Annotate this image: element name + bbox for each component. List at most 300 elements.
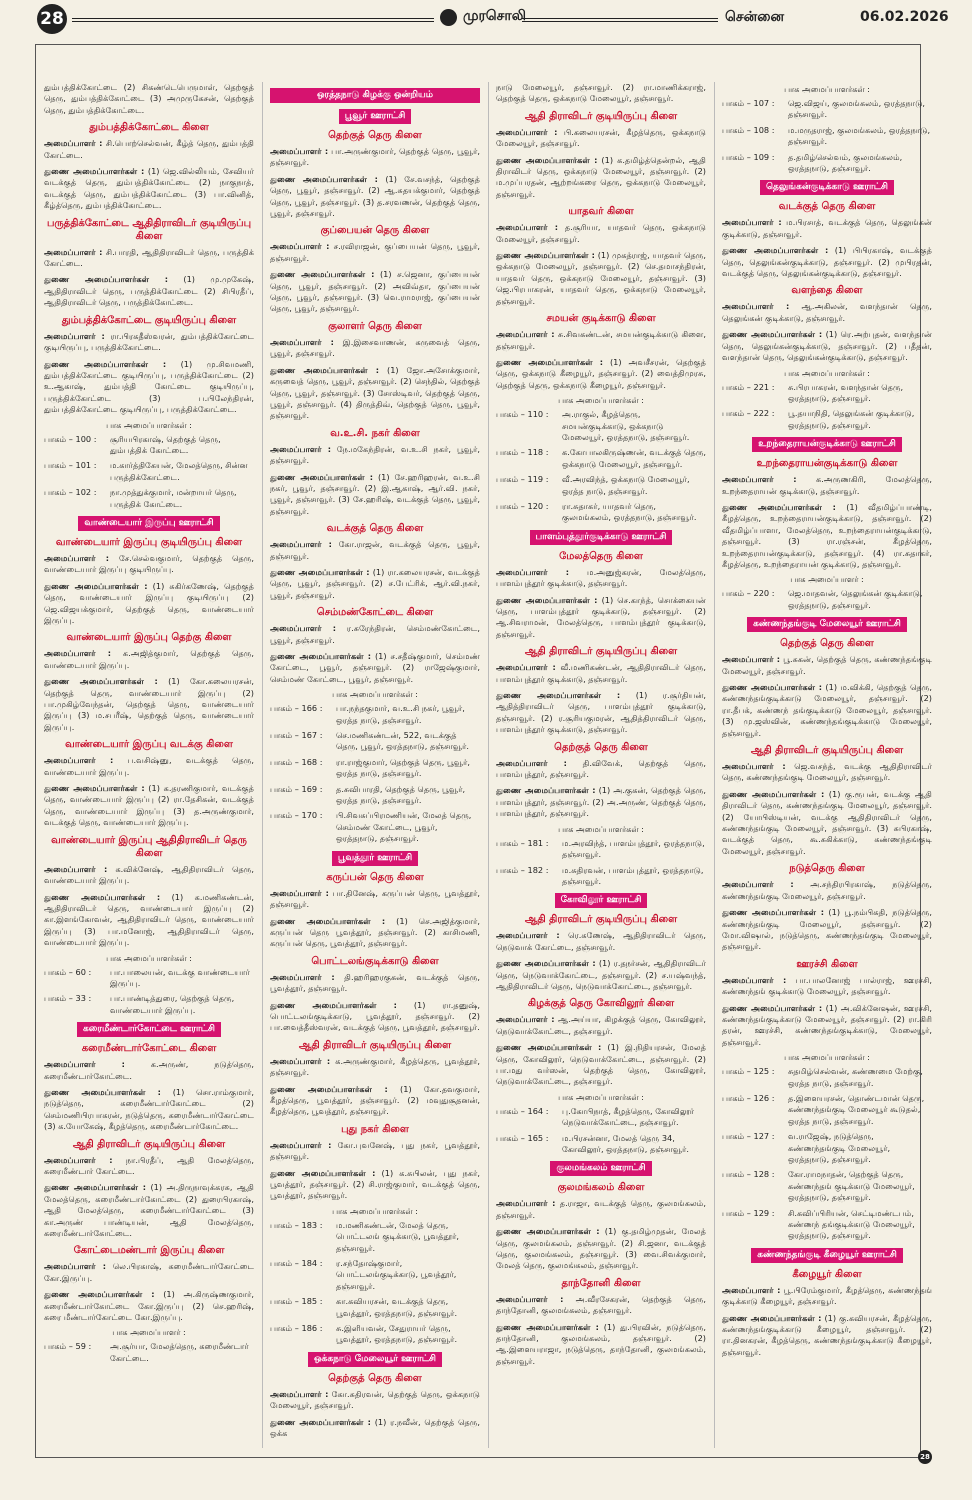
entry-text: லெ.பிரகாஷ், கரைமீண்டார்கோட்டை கோ.இருப்பு. bbox=[44, 1261, 254, 1283]
entry-text: (1) சுகிர்கணேஷ், தெற்குத் தெரு, வாண்டையார் இருப்பு குடியிருப்பு (2) ஜெ.விஜயக்குமார், தெற்குத் தெரு, வாண்டையார் இருப்பு. bbox=[44, 580, 254, 625]
part-number: பாகம் – 119 : bbox=[496, 474, 549, 485]
part-number: பாகம் – 33 : bbox=[44, 993, 92, 1004]
role-label: அமைப்பாளர் : bbox=[44, 138, 103, 149]
section-banner: பூவத்தூர் ஊராட்சி bbox=[332, 851, 418, 866]
entry-text: ம.பிரசாத், வடக்குத் தெரு, தெலுங்கன் குடிக்காடு, தஞ்சாவூர். bbox=[722, 217, 932, 239]
entry-text: சே.செல்வகுமார், தெற்குத் தெரு, வாண்டையார் இருப்பு குடியிருப்பு. bbox=[44, 552, 254, 575]
entry-text: ரா.பிரகதீஸ்வரன், தும்பத்திக்கோட்டை குடியிருப்பு, பருத்திக்கோட்டை. bbox=[44, 330, 254, 353]
part-organizer-details: த.தமிழ்செல்வம், குலமங்கலம், ஒரத்தநாடு, தஞ்சாவூர். bbox=[788, 151, 903, 174]
column-2 bbox=[270, 82, 480, 1448]
role-label: அமைப்பாளர் : bbox=[44, 1059, 125, 1070]
branch-heading: குப்பையன் தெரு கிளை bbox=[320, 225, 430, 237]
branch-heading: தெற்குத் தெரு கிளை bbox=[780, 638, 874, 650]
role-label: துணை அமைப்பாளர்கள் : bbox=[270, 1167, 376, 1178]
role-label: அமைப்பாளர் : bbox=[496, 126, 558, 137]
branch-heading: ஆதி திராவிடர் குடியிருப்பு கிளை bbox=[524, 110, 678, 122]
part-organizer-details: கா.கவியரசன், வடக்குத் தெரு, பூவத்தூர், ஒரத்தநாடு, தஞ்சாவூர். bbox=[336, 1296, 458, 1318]
branch-heading: வாண்டையார் இருப்பு ஆதிதிராவிடர் தெரு கிளை bbox=[51, 834, 247, 859]
entry-paragraph bbox=[496, 1294, 706, 1317]
entry-paragraph bbox=[44, 892, 254, 949]
part-organizer-details: அ.சூர்யா, மேலத்தெரு, கரைமீண்டார் கோட்டை. bbox=[110, 1341, 249, 1363]
part-organizer-row bbox=[496, 838, 706, 861]
role-label: அமைப்பாளர் : bbox=[496, 662, 556, 673]
brand bbox=[440, 8, 526, 26]
part-number: பாகம் – 108 : bbox=[722, 124, 775, 135]
entry-paragraph bbox=[722, 1313, 932, 1359]
entry-text: பா.தினேஷ், கருப்பன் தெரு, பூவத்தூர், தஞ்சாவூர். bbox=[270, 887, 480, 910]
entry-text: நா.பிரதீப், ஆதி மேலத்தெரு, கரைமீண்டார் கோட்டை. bbox=[44, 1154, 254, 1176]
entry-paragraph bbox=[496, 1322, 706, 1368]
entry-text: பூ.பிரேம்குமார், கீழத்தெரு, கண்ணந்தங் குடிக்காடு கீழையூர், தஞ்சாவூர். bbox=[722, 1284, 932, 1307]
branch-heading: தும்பத்திக்கோட்டை குடியிருப்பு கிளை bbox=[61, 314, 237, 326]
branch-heading: கிழக்குத் தெரு கோவிலூர் கிளை bbox=[527, 998, 675, 1010]
part-organizers-heading: பாக அமைப்பாளர்கள் : bbox=[784, 368, 870, 378]
branch-heading: நடுத்தெரு கிளை bbox=[789, 863, 865, 875]
role-label: அமைப்பாளர் : bbox=[722, 474, 797, 485]
entry-text: (1) அ.கிருஷ்ணகுமார், கரைமீண்டார்கோட்டை கோ.இருப்பு (2) செ.ஹரிஷ், கரை மீண்டார்கோட்டை கோ.இருப்பு. bbox=[44, 1289, 254, 1323]
part-organizer-details: கோ.ராமநாதன், தெற்குத் தெரு, கண்ணந்தங் குடிக்காடு மேலையூர், ஒரத்தநாடு, தஞ்சாவூர். bbox=[788, 1169, 915, 1203]
entry-paragraph bbox=[722, 502, 932, 570]
role-label: அமைப்பாளர் : bbox=[496, 930, 560, 941]
entry-paragraph bbox=[44, 1182, 254, 1239]
part-organizer-row bbox=[722, 98, 932, 121]
entry-paragraph bbox=[270, 1056, 480, 1079]
section-banner: கண்ணந்தங்குடி மேலையூர் ஊராட்சி bbox=[747, 617, 907, 632]
section-banner: ஒக்கநாடு மேலையூர் ஊராட்சி bbox=[308, 1352, 442, 1367]
branch-heading: வடக்குத் தெரு கிளை bbox=[778, 201, 876, 213]
section-banner: கோவிலூர் ஊராட்சி bbox=[555, 893, 648, 908]
entry-text: ர.சுரேந்திரன், செம்மண்கோட்டை, பூவூர், தஞ்சாவூர். bbox=[270, 623, 480, 645]
part-number: பாகம் – 220 : bbox=[722, 588, 775, 599]
part-organizer-row bbox=[496, 447, 706, 470]
role-label: துணை அமைப்பாளர்கள் : bbox=[496, 356, 604, 367]
entry-text: தும்பத்திக்கோட்டை (2) சிகண்டெபெருமாள், தெற்குத் தெரு, தும்பத்திக்கோட்டை (3) அமுருகேசன், தெற்குத் தெரு, தும்பத்திக்கோட்டை. bbox=[44, 82, 254, 115]
part-organizer-details: செ.மணிகண்டன், 522, வடக்குத் தெரு, பூவூர், ஒரத்தநாடு, தஞ்சாவூர். bbox=[336, 730, 469, 752]
entry-paragraph bbox=[44, 247, 254, 270]
part-organizer-row bbox=[270, 1258, 480, 1292]
branch-heading: யாதவர் கிளை bbox=[568, 206, 634, 218]
entry-paragraph bbox=[270, 174, 480, 220]
part-organizers-heading: பாக அமைப்பாளர்கள் : bbox=[558, 396, 644, 406]
part-organizers-heading: பாக அமைப்பாளர்கள் : bbox=[106, 953, 192, 963]
role-label: அமைப்பாளர் : bbox=[722, 301, 790, 312]
role-label: துணை அமைப்பாளர்கள் : bbox=[496, 1321, 599, 1332]
entry-text: (1) அ.குகன், தெற்குத் தெரு, பாளம்புத்தூர், தஞ்சாவூர். (2) அ.அருண், தெற்குத் தெரு, பாளம்புத்தூர், தஞ்சாவூர். bbox=[496, 785, 706, 819]
part-number: பாகம் – 129 : bbox=[722, 1207, 775, 1218]
column-4 bbox=[722, 82, 932, 1448]
entry-paragraph bbox=[270, 269, 480, 315]
part-organizer-row bbox=[722, 1169, 932, 1203]
part-number: பாகம் – 165 : bbox=[496, 1132, 549, 1143]
role-label: அமைப்பாளர் : bbox=[496, 329, 555, 340]
entry-text: (1) ர.நவீன், தெற்குத் தெரு, ஒக்க bbox=[270, 1416, 480, 1439]
role-label: அமைப்பாளர் : bbox=[270, 1055, 331, 1066]
column-divider bbox=[262, 82, 263, 1448]
role-label: அமைப்பாளர் : bbox=[722, 879, 794, 890]
role-label: அமைப்பாளர் : bbox=[44, 330, 105, 341]
entry-paragraph bbox=[722, 1003, 932, 1049]
entry-paragraph bbox=[496, 250, 706, 307]
entry-paragraph bbox=[722, 907, 932, 953]
entry-paragraph bbox=[722, 879, 932, 902]
entry-paragraph bbox=[270, 972, 480, 995]
masthead-rule-right bbox=[522, 18, 718, 22]
entry-text: ஆ.அய்யா, கிழக்குத் தெரு, கோவிலூர், நெடுவாக்கோட்டை, தஞ்சாவூர். bbox=[496, 1014, 706, 1036]
part-number: பாகம் – 120 : bbox=[496, 500, 549, 511]
branch-heading: கரைமீண்டார்கோட்டை கிளை bbox=[81, 1043, 217, 1055]
elephant-logo-icon bbox=[440, 9, 457, 26]
part-number: பாகம் – 107 : bbox=[722, 98, 775, 108]
entry-paragraph bbox=[722, 654, 932, 677]
entry-paragraph bbox=[44, 166, 254, 212]
entry-text: (1) சொ.ராம்குமார், நடுத்தெரு, கரைமீண்டார்கோட்டை (2) செம்மணிபிரபாகரன், நடுத்தெரு, கரைமீண்டார்கோட்டை (3) க.யோகேஷ், கீழத்தெரு, கரைமீண்டார்கோட்டை. bbox=[44, 1086, 254, 1132]
part-organizer-details: நா.முத்துக்குமார், மன்றாயர் தெரு, பருத்திக் கோட்டை. bbox=[110, 487, 237, 509]
part-organizer-details: பா.நந்தகுமார், வ.உ.சி நகர், பூவூர், ஒரத்த நாடு, தஞ்சாவூர். bbox=[336, 703, 465, 725]
entry-paragraph bbox=[496, 1042, 706, 1088]
entry-text: (1) சே.ஹரிஹரன், வ.உ.சி நகர், பூவூர், தஞ்சாவூர். (2) இ.ஆகாஷ், ஆர்.வி. நகர், பூவூர், தஞ்சாவூர். (3) சே.ஹரிஷ், வடக்குத் தெரு, பூவூர், தஞ்சாவூர். bbox=[270, 471, 480, 516]
part-organizer-row bbox=[496, 501, 706, 524]
part-organizers-heading: பாக அமைப்பாளர்கள் : bbox=[784, 85, 870, 94]
entry-text: க.விக்னேஷ், ஆதிதிராவிடர் தெரு, வாண்டையார் இருப்பு. bbox=[44, 863, 254, 886]
entry-text: (1) ம.விக்கி, தெற்குத் தெரு, கண்ணந்தங்குடிக்காடு மேலையூர், தஞ்சாவூர். (2) ரா.தீபக், கண்ணந் தங்குடிக்காடு மேலையூர், தஞ்சாவூர். (3) மு.ஜஸ்வின், கண்ணந்தங்குடிக்காடு மேலையூர், தஞ்சாவூர். bbox=[722, 682, 932, 738]
entry-paragraph bbox=[270, 539, 480, 562]
part-organizer-row bbox=[722, 152, 932, 175]
part-number: பாகம் – 170 : bbox=[270, 810, 323, 821]
part-organizer-details: அ.ராகுல், கீழத்தெரு, சமயன்குடிக்காடு, ஒக்கநாடு மேலையூர், ஒரத்தநாடு, தஞ்சாவூர். bbox=[562, 409, 690, 442]
branch-heading: ஆதி திராவிடர் குடியிருப்பு கிளை bbox=[750, 745, 904, 757]
entry-text: (1) க.மணிகண்டன், ஆதிதிராவிடர் தெரு, வாண்டையார் இருப்பு (2) கா.இளங்கோவன், ஆதிதிராவிடர் தெரு, வாண்டையார் இருப்பு (3) பா.மனோஜ், ஆதிதிராவிடர் தெரு, வாண்டையார் இருப்பு. bbox=[44, 891, 254, 948]
entry-paragraph bbox=[496, 329, 706, 352]
column-3 bbox=[496, 82, 706, 1448]
entry-text: ம.அனுஜ்கரன், மேலத்தெரு, பாளம்புத்தூர் குடிக்காடு, தஞ்சாவூர். bbox=[496, 566, 706, 589]
part-organizer-row bbox=[44, 487, 254, 510]
masthead bbox=[0, 0, 972, 36]
branch-heading: தெற்குத் தெரு கிளை bbox=[554, 741, 648, 753]
entry-paragraph bbox=[270, 1084, 480, 1118]
entry-text: க.அஜித்குமார், தெற்குத் தெரு, வாண்டையார் இருப்பு. bbox=[44, 648, 254, 670]
part-number: பாகம் – 127 : bbox=[722, 1131, 775, 1142]
branch-heading: செம்மண்கோட்டை கிளை bbox=[316, 607, 434, 619]
branch-heading: ஊரச்சி கிளை bbox=[796, 958, 858, 970]
entry-text: (1) க.சுபிலன், புது நகர், பூவத்தூர், தஞ்சாவூர். (2) சி.ராஜ்குமார், வடக்குத் தெரு, பூவத்தூர், தஞ்சாவூர். bbox=[270, 1167, 480, 1201]
part-organizers-heading: பாக அமைப்பாளர்கள் : bbox=[332, 1206, 418, 1216]
role-label: துணை அமைப்பாளர்கள் : bbox=[496, 1226, 600, 1237]
entry-paragraph bbox=[44, 274, 254, 308]
entry-paragraph bbox=[44, 648, 254, 671]
role-label: துணை அமைப்பாளர்கள் : bbox=[44, 358, 167, 369]
entry-paragraph bbox=[496, 930, 706, 953]
entry-text: பி.கலையரசன், கீழத்தெரு, ஒக்கநாடு மேலையூர், தஞ்சாவூர். bbox=[496, 126, 706, 149]
part-number: பாகம் – 128 : bbox=[722, 1169, 775, 1180]
entry-paragraph bbox=[496, 595, 706, 641]
entry-text: (1) ர.தநர்சன், ஆதிதிராவிடர் தெரு, நெடுவாக்கோட்டை, தஞ்சாவூர். (2) ச.யஷ்வந்த், ஆதிதிராவிடர் தெரு, நெடுவாக்கோட்டை, தஞ்சாவூர். bbox=[496, 958, 706, 991]
role-label: துணை அமைப்பாளர்கள் : bbox=[496, 154, 598, 165]
part-organizer-row bbox=[270, 730, 480, 753]
branch-heading: சமயன் குடிக்காடு கிளை bbox=[546, 313, 656, 325]
part-organizer-row bbox=[44, 993, 254, 1016]
entry-text: (1) ர.சூர்தியன், ஆதித்திராவிடர் தெரு, பாளம்புத்தூர் குடிக்காடு, தஞ்சாவூர். (2) ர.சூரியகுமரன், ஆதித்திராவிடர் தெரு, பாளம்புத்தூர் குடிக்காடு, தஞ்சாவூர். bbox=[496, 690, 706, 735]
entry-paragraph bbox=[270, 146, 480, 169]
entry-paragraph bbox=[496, 785, 706, 819]
entry-paragraph bbox=[44, 864, 254, 887]
part-number: பாகம் – 184 : bbox=[270, 1258, 323, 1269]
entry-paragraph bbox=[722, 975, 932, 998]
branch-heading: தெற்குத் தெரு கிளை bbox=[328, 130, 422, 141]
part-organizer-row bbox=[722, 1208, 932, 1242]
part-organizer-details: த.சுவிபாரதி, தெற்குத் தெரு, பூவூர், ஒரத்த நாடு, தஞ்சாவூர். bbox=[336, 783, 466, 806]
part-organizers-heading: பாக அமைப்பாளர் : bbox=[112, 1328, 186, 1338]
entry-paragraph bbox=[496, 690, 706, 736]
role-label: துணை அமைப்பாளர்கள் : bbox=[496, 690, 621, 701]
entry-text: (1) க.தமிழ்த்தென்றல், ஆதி திராவிடர் தெரு, ஒக்கநாடு மேலையூர், தஞ்சாவூர். (2) ம.முப்பரதன், ஆற்றங்கரை தெரு, ஒக்கநாடு மேலையூர், தஞ்சாவூர். bbox=[496, 154, 706, 199]
column-1 bbox=[44, 82, 254, 1448]
entry-paragraph bbox=[44, 1155, 254, 1178]
entry-paragraph bbox=[722, 789, 932, 857]
entry-paragraph bbox=[270, 472, 480, 518]
branch-heading: ஆதி திராவிடர் குடியிருப்பு கிளை bbox=[524, 914, 678, 926]
role-label: துணை அமைப்பாளர்கள் : bbox=[44, 891, 161, 902]
entry-text: சி.பாரதி, ஆதிதிராவிடர் தெரு, பருத்திக் கோட்டை. bbox=[44, 246, 254, 269]
role-label: அமைப்பாளர் : bbox=[722, 654, 781, 665]
role-label: துணை அமைப்பாளர்கள் : bbox=[270, 651, 372, 661]
entry-paragraph bbox=[44, 359, 254, 416]
role-label: அமைப்பாளர் : bbox=[44, 1261, 106, 1272]
entry-text: ச.ரவிராஜன், குப்பையன் தெரு, பூவூர், தஞ்சாவூர். bbox=[270, 241, 480, 263]
branch-heading: புது நகர் கிளை bbox=[341, 1123, 409, 1135]
role-label: அமைப்பாளர் : bbox=[496, 222, 558, 233]
entry-paragraph bbox=[722, 329, 932, 363]
role-label: துணை அமைப்பாளர்கள் : bbox=[496, 1042, 602, 1053]
entry-text: அ.சந்திரபிரகாஷ், நடுத்தெரு, கண்ணந்தங்குடி மேலையூர், தஞ்சாவூர். bbox=[722, 879, 932, 901]
entry-text: சு.சிவகண்டன், சமயன்குடிக்காடு கிளை, தஞ்சாவூர். bbox=[496, 329, 706, 351]
part-number: பாகம் – 182 : bbox=[496, 864, 549, 875]
part-number: பாகம் – 125 : bbox=[722, 1066, 775, 1077]
role-label: அமைப்பாளர் : bbox=[270, 971, 335, 982]
part-organizer-details: பு.கோபிநாத், கீழத்தெரு, கோவிலூர் நெடுவாக்கோட்டை, தஞ்சாவூர். bbox=[562, 1105, 695, 1128]
role-label: துணை அமைப்பாளர்கள் : bbox=[44, 580, 148, 591]
entry-text: (1) செ.காந்த், சொக்கையன் தெரு, பாளம்புத்தூர் குடிக்காடு, தஞ்சாவூர். (2) ஆ.சிவராமன், மேலத்தெரு, பாளம்புத்தூர் குடிக்காடு, தஞ்சாவூர். bbox=[496, 594, 706, 639]
part-number: பாகம் – 109 : bbox=[722, 151, 775, 162]
edition-name: சென்னை bbox=[725, 9, 785, 25]
branch-heading: ஆதி திராவிடர் குடியிருப்பு கிளை bbox=[72, 1138, 226, 1150]
part-organizer-details: ஜெ.மாதவன், தெலுங்கன் குடிக்காடு, ஒரத்தநாடு, தஞ்சாவூர். bbox=[788, 588, 923, 610]
role-label: துணை அமைப்பாளர்கள் : bbox=[496, 958, 596, 969]
masthead-rule-left bbox=[72, 18, 434, 22]
entry-paragraph bbox=[722, 217, 932, 240]
entry-paragraph bbox=[270, 1389, 480, 1412]
part-number: பாகம் – 164 : bbox=[496, 1105, 549, 1116]
part-number: பாகம் – 169 : bbox=[270, 783, 323, 794]
entry-paragraph bbox=[270, 888, 480, 911]
role-label: துணை அமைப்பாளர்கள் : bbox=[722, 245, 829, 256]
entry-paragraph bbox=[496, 1198, 706, 1221]
part-organizer-details: ம.அரவிந்த், பாளம்புத்தூர், ஒரத்தநாடு, தஞ்சாவூர். bbox=[562, 837, 705, 860]
entry-text: (1) சே.வசந்த், தெற்குத் தெரு, பூவூர், தஞ்சாவூர். (2) ஆ.சுதயக்குமார், தெற்குத் தெரு, பூவூர், தஞ்சாவூர். (3) த.சரவணன், தெற்குத் தெரு, பூவூர், தஞ்சாவூர். bbox=[270, 173, 480, 219]
part-organizers-heading: பாக அமைப்பாளர் : bbox=[790, 575, 864, 585]
part-number: பாகம் – 186 : bbox=[270, 1323, 323, 1334]
role-label: அமைப்பாளர் : bbox=[270, 336, 334, 347]
entry-text: (1) அ.விக்னேஷன், ஊரச்சி, கண்ணந்தங்குடிக்காடு மேலையூர், தஞ்சாவூர். (2) ரா.கிரி தரன், ஊரச்சி, கண்ணந்தங்குடிக்காடு, மேலையூர், தஞ்சாவூர். bbox=[722, 1002, 932, 1047]
entry-text: (1) கு.கவியரசன், கீழத்தெரு, கண்ணந்தங்குடிக்காடு கீழையூர், தஞ்சாவூர். (2) ரா.தினகரன், கீழத்தெரு, கண்ணந்தங்குடிக்காடு கீழையூர், தஞ்சாவூர். bbox=[722, 1312, 932, 1357]
entry-text: (1) ஜோ.அசோக்குமார், கருவைத் தெரு, பூவூர், தஞ்சாவூர். (2) செந்தில், தெற்குத் தெரு, பூவூர், தஞ்சாவூர். (3) சோஸ்டிவர், தெற்குத் தெரு, பூவூர், தஞ்சாவூர். (4) திருத்திவ், தெற்குத் தெரு, பூவூர், தஞ்சாவூர். bbox=[270, 364, 480, 421]
entry-paragraph bbox=[44, 1289, 254, 1323]
part-organizer-details: சு.இளியவன், சேதுராயர் தெரு, பூவத்தூர், ஒரத்தநாடு, தஞ்சாவூர். bbox=[336, 1323, 458, 1345]
role-label: அமைப்பாளர் : bbox=[44, 755, 114, 766]
part-organizer-details: ஜெ.விஜய், குலமங்கலம், ஒரத்தநாடு, தஞ்சாவூர். bbox=[788, 98, 925, 120]
part-organizer-details: சூரியபிரகாஷ், தெற்குத் தெரு, தும்பத்திக் கோட்டை. bbox=[110, 433, 221, 455]
entry-paragraph bbox=[496, 357, 706, 391]
part-organizer-details: ம.சுதிரவன், பாளம்புத்தூர், ஒரத்தநாடு, தஞ்சாவூர். bbox=[562, 864, 704, 886]
entry-paragraph bbox=[270, 444, 480, 467]
role-label: துணை அமைப்பாளர்கள் : bbox=[496, 785, 596, 796]
entry-text: (1) ச.ஜெனா, குப்பையன் தெரு, பூவூர், தஞ்சாவூர். (2) அவிவ்தா, குப்பையன் தெரு, பூவூர், தஞ்சாவூர். (3) வெ.ராமராஜ், குப்பையன் தெரு, பூவூர், தஞ்சாவூர். bbox=[270, 269, 480, 314]
role-label: துணை அமைப்பாளர்கள் : bbox=[44, 1086, 161, 1097]
part-organizer-row bbox=[722, 408, 932, 431]
entry-text: த.சூரியா, யாதவர் தெரு, ஒக்கநாடு மேலையூர், தஞ்சாவூர். bbox=[496, 222, 706, 244]
entry-paragraph bbox=[496, 222, 706, 245]
entry-text: (1) மு.முகேஷ், ஆதிதிராவிடர் தெரு, பருத்திக்கோட்டை (2) சிபிரதீப், ஆதிதிராவிடர் தெரு, பருத்திக்கோட்டை. bbox=[44, 274, 254, 308]
part-organizer-row bbox=[270, 784, 480, 807]
entry-paragraph bbox=[496, 1226, 706, 1272]
part-number: பாகம் – 60 : bbox=[44, 966, 92, 977]
role-label: அமைப்பாளர் : bbox=[722, 974, 787, 985]
entry-text: ஆ.அகிலன், வளந்தான் தெரு, தெலுங்கன் குடிக்காடு, தஞ்சாவூர். bbox=[722, 301, 932, 323]
role-label: துணை அமைப்பாளர்கள் : bbox=[270, 999, 397, 1010]
part-organizer-details: பூ.தயாநிதி, தெலுங்கன் குடிக்காடு, ஒரத்தநாடு, தஞ்சாவூர். bbox=[788, 408, 915, 430]
part-organizer-details: ர.சந்தோஷ்குமார், பொட்டலங்குடிக்காடு, பூவத்தூர், தஞ்சாவூர். bbox=[336, 1258, 457, 1291]
part-organizer-row bbox=[722, 1066, 932, 1089]
role-label: துணை அமைப்பாளர்கள் : bbox=[722, 1002, 823, 1013]
entry-text: (1) முகத்ராஜ், யாதவர் தெரு, ஒக்கநாடு மேலையூர், தஞ்சாவூர். (2) செ.தமாசந்திரன், யாதவர் தெரு, ஒக்கநாடு மேலையூர், தஞ்சாவூர். (3) ஜெ.பிரபாகரன், யாதவர் தெரு, ஒக்கநாடு மேலையூர், தஞ்சாவூர். bbox=[496, 250, 706, 306]
entry-text: (1) பூ.நம்பிகதி, நடுத்தெரு, கண்ணந்தங்குடி மேலையூர், தஞ்சாவூர். (2) மோ.விஷால், நடுத்தெரு, கண்ணந்தங்குடி மேலையூர், தஞ்சாவூர். bbox=[722, 907, 932, 952]
brand-name: முரசொலி bbox=[463, 8, 526, 24]
entry-text: பா.பாலனோஜ் பால்ராஜ், ஊரச்சி, கண்ணந்தங் குடிக்காடு மேலையூர், தஞ்சாவூர். bbox=[722, 974, 932, 997]
part-organizer-details: சுதமிழ்செல்வன், கண்ணமை மேற்கு, ஒரத்த நாடு, தஞ்சாவூர். bbox=[788, 1066, 923, 1088]
entry-paragraph bbox=[44, 676, 254, 733]
entry-paragraph bbox=[44, 1087, 254, 1133]
entry-text: அ.வீரசேகரன், தெற்குத் தெரு, தாந்தோனி, குலமங்கலம், தஞ்சாவூர். bbox=[496, 1293, 706, 1316]
entry-text: பூ.சுகன், தெற்குத் தெரு, கண்ணந்தங்குடி மேலையூர், தஞ்சாவூர். bbox=[722, 654, 932, 676]
entry-paragraph bbox=[270, 365, 480, 422]
branch-heading: வ.உ.சி. நகர் கிளை bbox=[330, 427, 420, 439]
section-banner: உறந்தைராயன்குடிக்காடு ஊராட்சி bbox=[752, 437, 902, 452]
part-organizer-details: பி.சிவசுப்பிரமணியன், மேலத் தெரு, செம்மண் கோட்டை, பூவூர், ஒரத்தநாடு, தஞ்சாவூர். bbox=[336, 810, 472, 844]
part-number: பாகம் – 167 : bbox=[270, 730, 323, 741]
part-organizer-row bbox=[44, 460, 254, 483]
part-number: பாகம் – 166 : bbox=[270, 703, 323, 714]
role-label: அமைப்பாளர் : bbox=[270, 146, 329, 156]
role-label: துணை அமைப்பாளர்கள் : bbox=[722, 682, 823, 692]
role-label: அமைப்பாளர் : bbox=[496, 1198, 556, 1209]
part-organizer-row bbox=[496, 474, 706, 497]
entry-text: (1) கோ.கலையரசன், தெற்குத் தெரு, வாண்டையார் இருப்பு (2) பா.முகிழ்வேந்தன், தெற்குத் தெரு, வாண்டையார் இருப்பு (3) ம.சபரீஷ், தெற்குத் தெரு, வாண்டையார் இருப்பு. bbox=[44, 676, 254, 732]
branch-heading: தாந்தோனி கிளை bbox=[561, 1277, 641, 1289]
role-label: துணை அமைப்பாளர்கள் : bbox=[722, 1312, 822, 1323]
part-organizer-row bbox=[270, 1323, 480, 1346]
entry-text: (1) கோ.தவகுமார், கீழத்தெரு, பூவத்தூர், தஞ்சாவூர். (2) மவுதுசூதனன், கீழத்தெரு, பூவத்தூர், தஞ்சாவூர். bbox=[270, 1083, 480, 1117]
part-organizer-row bbox=[270, 757, 480, 780]
entry-paragraph bbox=[44, 783, 254, 829]
entry-paragraph bbox=[496, 567, 706, 590]
part-organizer-details: பா.பாண்டித்துரை, தெற்குத் தெரு, வாண்டையார் இருப்பு. bbox=[110, 993, 235, 1015]
role-label: துணை அமைப்பாளர்கள் : bbox=[270, 566, 370, 577]
role-label: துணை அமைப்பாளர்கள் : bbox=[496, 594, 598, 605]
entry-paragraph bbox=[270, 567, 480, 601]
branch-heading: தெற்குத் தெரு கிளை bbox=[328, 1372, 422, 1384]
part-number: பாகம் – 110 : bbox=[496, 409, 549, 420]
branch-heading: ஆதி திராவிடர் குடியிருப்பு கிளை bbox=[524, 646, 678, 658]
part-organizers-heading: பாக அமைப்பாளர்கள் : bbox=[332, 690, 418, 700]
entry-text: (1) து.பிரவின், நடுத்தெரு, தாந்தோனி, குலமங்கலம், தஞ்சாவூர். (2) ஆ.இளையராஜா, நடுத்தெரு, தாந்தோனி, குலமங்கலம், தஞ்சாவூர். bbox=[496, 1321, 706, 1366]
entry-text: இ.இசைவாணன், கருவைத் தெரு, பூவூர், தஞ்சாவூர். bbox=[270, 336, 480, 359]
role-label: அமைப்பாளர் : bbox=[270, 887, 329, 898]
branch-heading: வாண்டையார் இருப்பு தெற்கு கிளை bbox=[66, 632, 232, 644]
part-organizer-row bbox=[496, 1106, 706, 1129]
entry-paragraph bbox=[44, 553, 254, 576]
role-label: அமைப்பாளர் : bbox=[44, 1154, 113, 1165]
entry-text: ஜெ.வசந்த், வடக்கு ஆதிதிராவிடர் தெரு, கண்ணந்தங்குடி மேலையூர், தஞ்சாவூர். bbox=[722, 761, 932, 783]
part-organizers-heading: பாக அமைப்பாளர்கள் : bbox=[784, 1053, 870, 1063]
entry-text: பா.அருண்குமார், தெற்குத் தெரு, பூவூர், தஞ்சாவூர். bbox=[270, 146, 480, 168]
branch-heading: பொட்டலங்குடிக்காடு கிளை bbox=[311, 955, 439, 967]
role-label: துணை அமைப்பாளர்கள் : bbox=[270, 915, 386, 926]
role-label: துணை அமைப்பாளர்கள் : bbox=[722, 329, 823, 340]
part-organizer-row bbox=[496, 409, 706, 443]
entry-paragraph bbox=[496, 82, 706, 105]
part-number: பாகம் – 181 : bbox=[496, 837, 549, 848]
part-organizer-row bbox=[44, 434, 254, 457]
branch-heading: குலாளர் தெரு கிளை bbox=[328, 320, 422, 332]
entry-paragraph bbox=[496, 1014, 706, 1037]
entry-paragraph bbox=[496, 958, 706, 992]
role-label: அமைப்பாளர் : bbox=[496, 566, 570, 577]
role-label: துணை அமைப்பாளர்கள் : bbox=[44, 783, 145, 794]
part-organizer-details: வீ.அரவிந்த், ஒக்கநாடு மேலையூர், ஒரத்த நாடு, தஞ்சாவூர். bbox=[562, 474, 690, 496]
part-organizer-row bbox=[722, 1131, 932, 1165]
branch-heading: குலமங்கலம் கிளை bbox=[557, 1182, 645, 1194]
entry-paragraph bbox=[722, 682, 932, 739]
part-organizer-row bbox=[496, 865, 706, 888]
entry-text: நே.மகேந்திரன், வ.உ.சி நகர், பூவூர், தஞ்சாவூர். bbox=[270, 443, 480, 466]
column-divider bbox=[714, 82, 715, 1448]
entry-paragraph bbox=[270, 916, 480, 950]
page-number-badge: 28 bbox=[37, 4, 67, 34]
section-banner: தெலுங்கன்குடிக்காடு ஊராட்சி bbox=[760, 180, 894, 195]
entry-text: (1) கு.ரூபன், வடக்கு ஆதி திராவிடர் தெரு, கண்ணந்தங்குடி மேலையூர், தஞ்சாவூர். (2) யோபிஸ்டியன், வடக்கு ஆதிதிராவிடர் தெரு, கண்ணந்தங்குடி மேலையூர், தஞ்சாவூர். (3) சுபிரகாஷ், வடக்குத் தெரு, கூ.சுகிக்காடு, கண்ணந்தங்குடி மேலையூர், தஞ்சாவூர். bbox=[722, 788, 932, 856]
section-banner: ஒரத்தநாடு கிழக்கு ஒன்றியம் bbox=[270, 88, 480, 103]
role-label: அமைப்பாளர் : bbox=[270, 241, 330, 252]
section-banner: பாளம்புத்தூர்குடிக்காடு ஊராட்சி bbox=[530, 530, 673, 545]
role-label: அமைப்பாளர் : bbox=[496, 1293, 564, 1304]
role-label: துணை அமைப்பாளர்கள் : bbox=[270, 1083, 388, 1094]
part-organizer-row bbox=[270, 810, 480, 844]
part-organizer-details: ம.மணிகண்டன், மேலத் தெரு, பொட்டலங் குடிக்காடு, பூவத்தூர், தஞ்சாவூர். bbox=[336, 1219, 459, 1253]
part-number: பாகம் – 183 : bbox=[270, 1219, 323, 1230]
entry-text: (1) க.தரணிகுமார், வடக்குத் தெரு, வாண்டையார் இருப்பு (2) ரா.தேசிகன், வடக்குத் தெரு, வாண்டையார் இருப்பு (3) த.அருண்குமார், வடக்குத் தெரு, வாண்டையார் இருப்பு. bbox=[44, 783, 254, 828]
section-banner: குலமங்கலம் ஊராட்சி bbox=[550, 1161, 651, 1176]
footer-page-number: 28 bbox=[918, 1450, 932, 1464]
part-number: பாகம் – 100 : bbox=[44, 433, 97, 444]
role-label: துணை அமைப்பாளர்கள் : bbox=[44, 676, 158, 687]
entry-paragraph bbox=[270, 1417, 480, 1440]
part-number: பாகம் – 101 : bbox=[44, 460, 97, 471]
issue-date: 06.02.2026 bbox=[860, 9, 949, 25]
entry-text: (1) அ.திருநாவுக்கரசு, ஆதி மேலத்தெரு, கரைமீண்டார்கோட்டை (2) துரைபிரகாஷ், ஆதி மேலத்தெரு, கரைமீண்டார்கோட்டை (3) கா.அருண் பாண்டியன், ஆதி மேலத்தெரு, கரைமீண்டார்கோட்டை. bbox=[44, 1182, 254, 1239]
branch-heading: உறந்தைராயன்குடிக்காடு கிளை bbox=[756, 458, 898, 470]
role-label: அமைப்பாளர் : bbox=[44, 246, 103, 257]
entry-paragraph bbox=[44, 755, 254, 778]
entry-text: க.அருண்குமார், கீழத்தெரு, பூவத்தூர், தஞ்சாவூர். bbox=[270, 1055, 480, 1078]
